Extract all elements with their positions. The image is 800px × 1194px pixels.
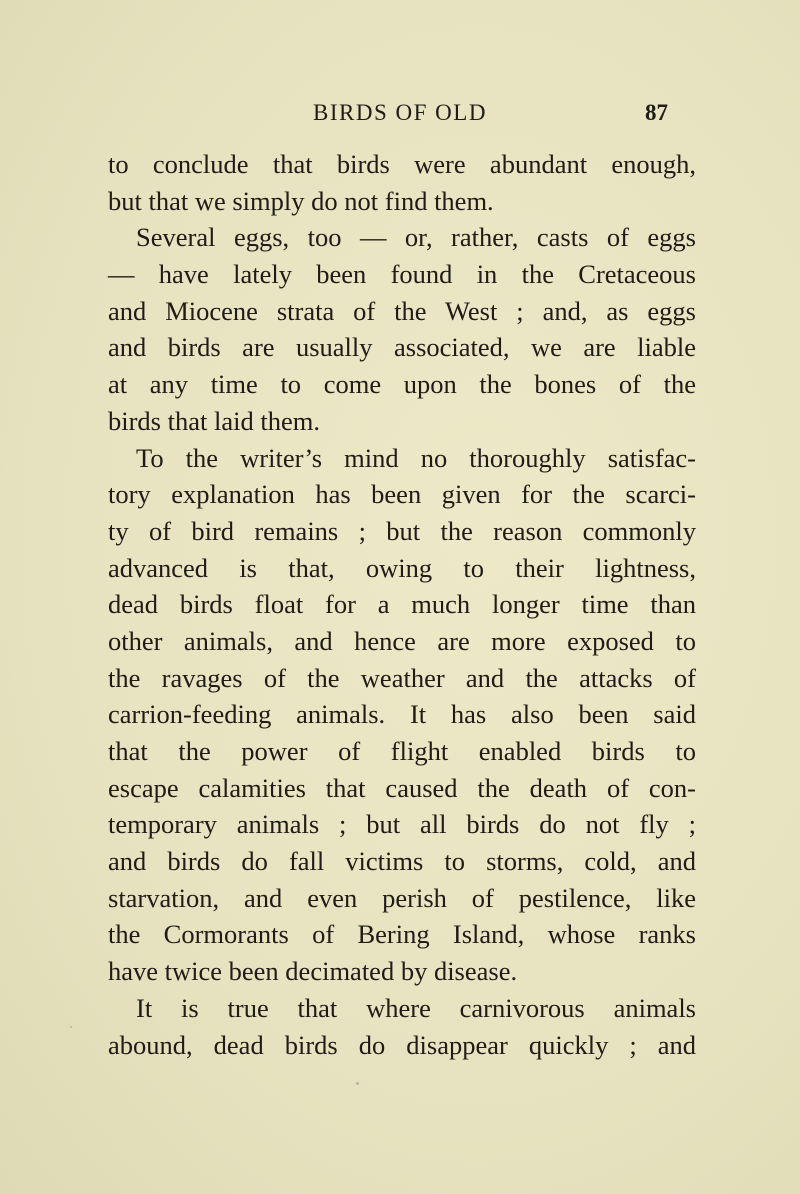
text-line: and Miocene strata of the West ; and, as eggs [108, 295, 696, 326]
text-line: escape calamities that caused the death of con- [108, 772, 696, 803]
body-text [108, 146, 696, 1063]
text-line: temporary animals ; but all birds do not fly ; [108, 809, 696, 840]
text-line: at any time to come upon the bones of the [108, 369, 696, 400]
page-number: 87 [645, 100, 668, 125]
text-line: tory explanation has been given for the scarci- [108, 479, 696, 510]
running-head: BIRDS OF OLD [313, 100, 487, 125]
text-line: — have lately been found in the Cretaceous [108, 259, 696, 290]
page-header [0, 100, 800, 136]
text-line: dead birds float for a much longer time than [108, 589, 696, 620]
text-line: and birds are usually associated, we are liable [108, 332, 696, 363]
text-line: starvation, and even perish of pestilence, like [108, 882, 696, 913]
text-line: birds that laid them. [108, 405, 320, 436]
text-line: that the power of flight enabled birds to [108, 736, 696, 766]
text-line: ty of bird remains ; but the reason commonly [108, 515, 696, 546]
text-line: to conclude that birds were abundant enough, [108, 149, 696, 179]
text-line: advanced is that, owing to their lightness, [108, 552, 696, 583]
text-line: other animals, and hence are more exposed to [108, 625, 696, 656]
text-line: and birds do fall victims to storms, cold, and [108, 846, 696, 877]
text-line: but that we simply do not find them. [108, 185, 494, 216]
paper-speck [70, 1026, 72, 1028]
text-line: carrion-feeding animals. It has also been said [108, 699, 696, 730]
text-line: Several eggs, too — or, rather, casts of eggs [136, 222, 696, 253]
text-line: abound, dead birds do disappear quickly ; and [108, 1029, 696, 1060]
text-line: It is true that where carnivorous animals [136, 992, 696, 1023]
text-line: To the writer’s mind no thoroughly satisfac- [136, 442, 696, 473]
text-line: the ravages of the weather and the attacks of [108, 662, 696, 693]
paper-speck [356, 1082, 359, 1085]
text-line: the Cormorants of Bering Island, whose ranks [108, 919, 696, 950]
text-line: have twice been decimated by disease. [108, 956, 518, 987]
